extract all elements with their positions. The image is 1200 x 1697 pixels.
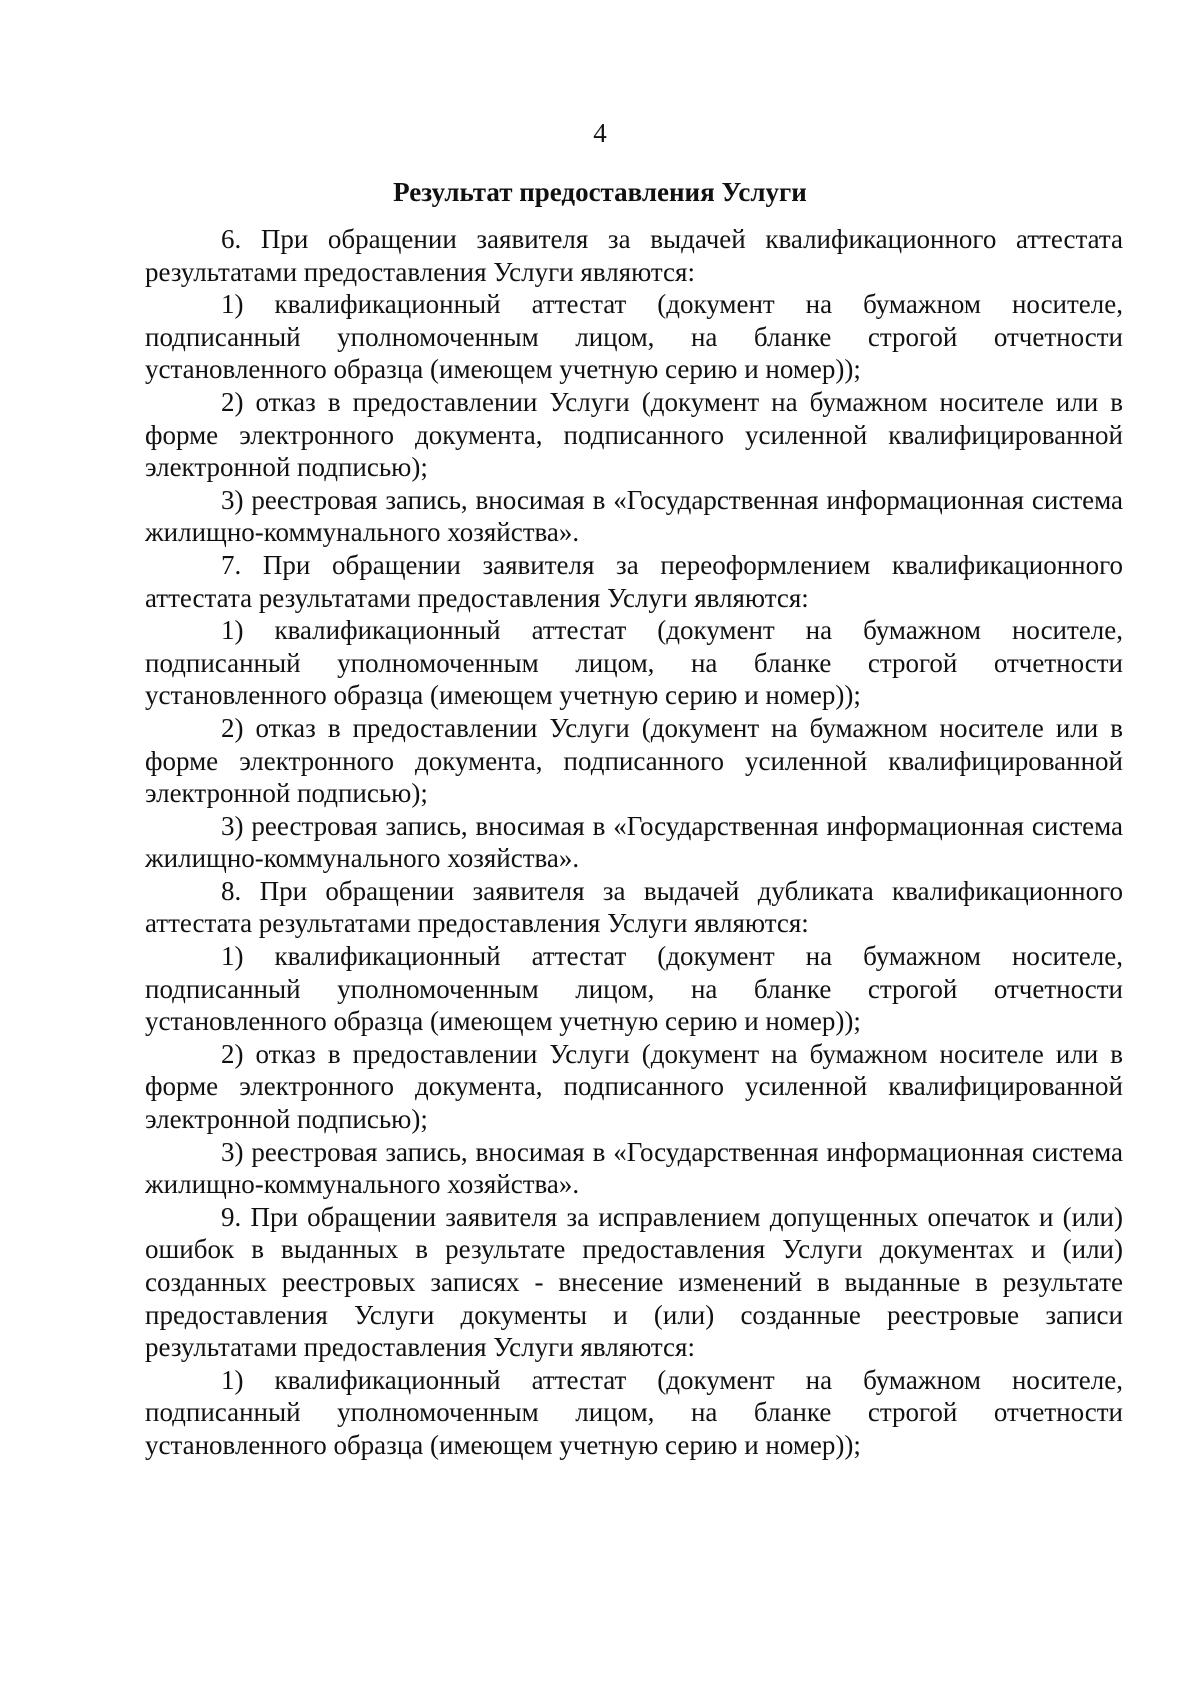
paragraph-9-item-1: 1) квалификационный аттестат (документ на бумажном носителе, подписанный уполномоченным лицом, на бланке строгой отчетности установленного образца (имеющем учетную серию и номер));	[145, 1364, 1123, 1460]
paragraph-8: 8. При обращении заявителя за выдачей дубликата квалификационного аттестата результатами предоставления Услуги являются:	[145, 875, 1123, 939]
paragraph-7-item-3: 3) реестровая запись, вносимая в «Государственная информационная система жилищно-коммунального хозяйства».	[145, 810, 1123, 874]
paragraph-6-item-1: 1) квалификационный аттестат (документ на бумажном носителе, подписанный уполномоченным лицом, на бланке строгой отчетности установленного образца (имеющем учетную серию и номер));	[145, 289, 1123, 385]
section-heading: Результат предоставления Услуги	[393, 177, 807, 207]
document-body	[145, 223, 1123, 1462]
paragraph-6: 6. При обращении заявителя за выдачей квалификационного аттестата результатами предоставления Услуги являются:	[145, 224, 1123, 287]
paragraph-7-item-1: 1) квалификационный аттестат (документ на бумажном носителе, подписанный уполномоченным лицом, на бланке строгой отчетности установленного образца (имеющем учетную серию и номер));	[145, 615, 1123, 711]
paragraph-9: 9. При обращении заявителя за исправлением допущенных опечаток и (или) ошибок в выданных в результате предоставления Услуги документах и (или) созданных реестровых записях - внесение изменений в выданные в результате предоставления Услуги документы и (или) созданные реестровые записи результатами предоставления Услуги являются:	[145, 1201, 1123, 1363]
paragraph-8-item-3: 3) реестровая запись, вносимая в «Государственная информационная система жилищно-коммунального хозяйства».	[145, 1136, 1123, 1200]
paragraph-7-item-2: 2) отказ в предоставлении Услуги (документ на бумажном носителе или в форме электронного документа, подписанного усиленной квалифицированной электронной подписью);	[145, 712, 1123, 809]
paragraph-6-item-3: 3) реестровая запись, вносимая в «Государственная информационная система жилищно-коммунального хозяйства».	[145, 484, 1123, 548]
page-number: 4	[593, 118, 607, 148]
paragraph-6-item-2: 2) отказ в предоставлении Услуги (документ на бумажном носителе или в форме электронного документа, подписанного усиленной квалифицированной электронной подписью);	[145, 386, 1123, 483]
paragraph-8-item-2: 2) отказ в предоставлении Услуги (документ на бумажном носителе или в форме электронного документа, подписанного усиленной квалифицированной электронной подписью);	[145, 1038, 1123, 1135]
paragraph-8-item-1: 1) квалификационный аттестат (документ на бумажном носителе, подписанный уполномоченным лицом, на бланке строгой отчетности установленного образца (имеющем учетную серию и номер));	[145, 941, 1123, 1037]
paragraph-7: 7. При обращении заявителя за переоформлением квалификационного аттестата результатами предоставления Услуги являются:	[145, 549, 1123, 613]
